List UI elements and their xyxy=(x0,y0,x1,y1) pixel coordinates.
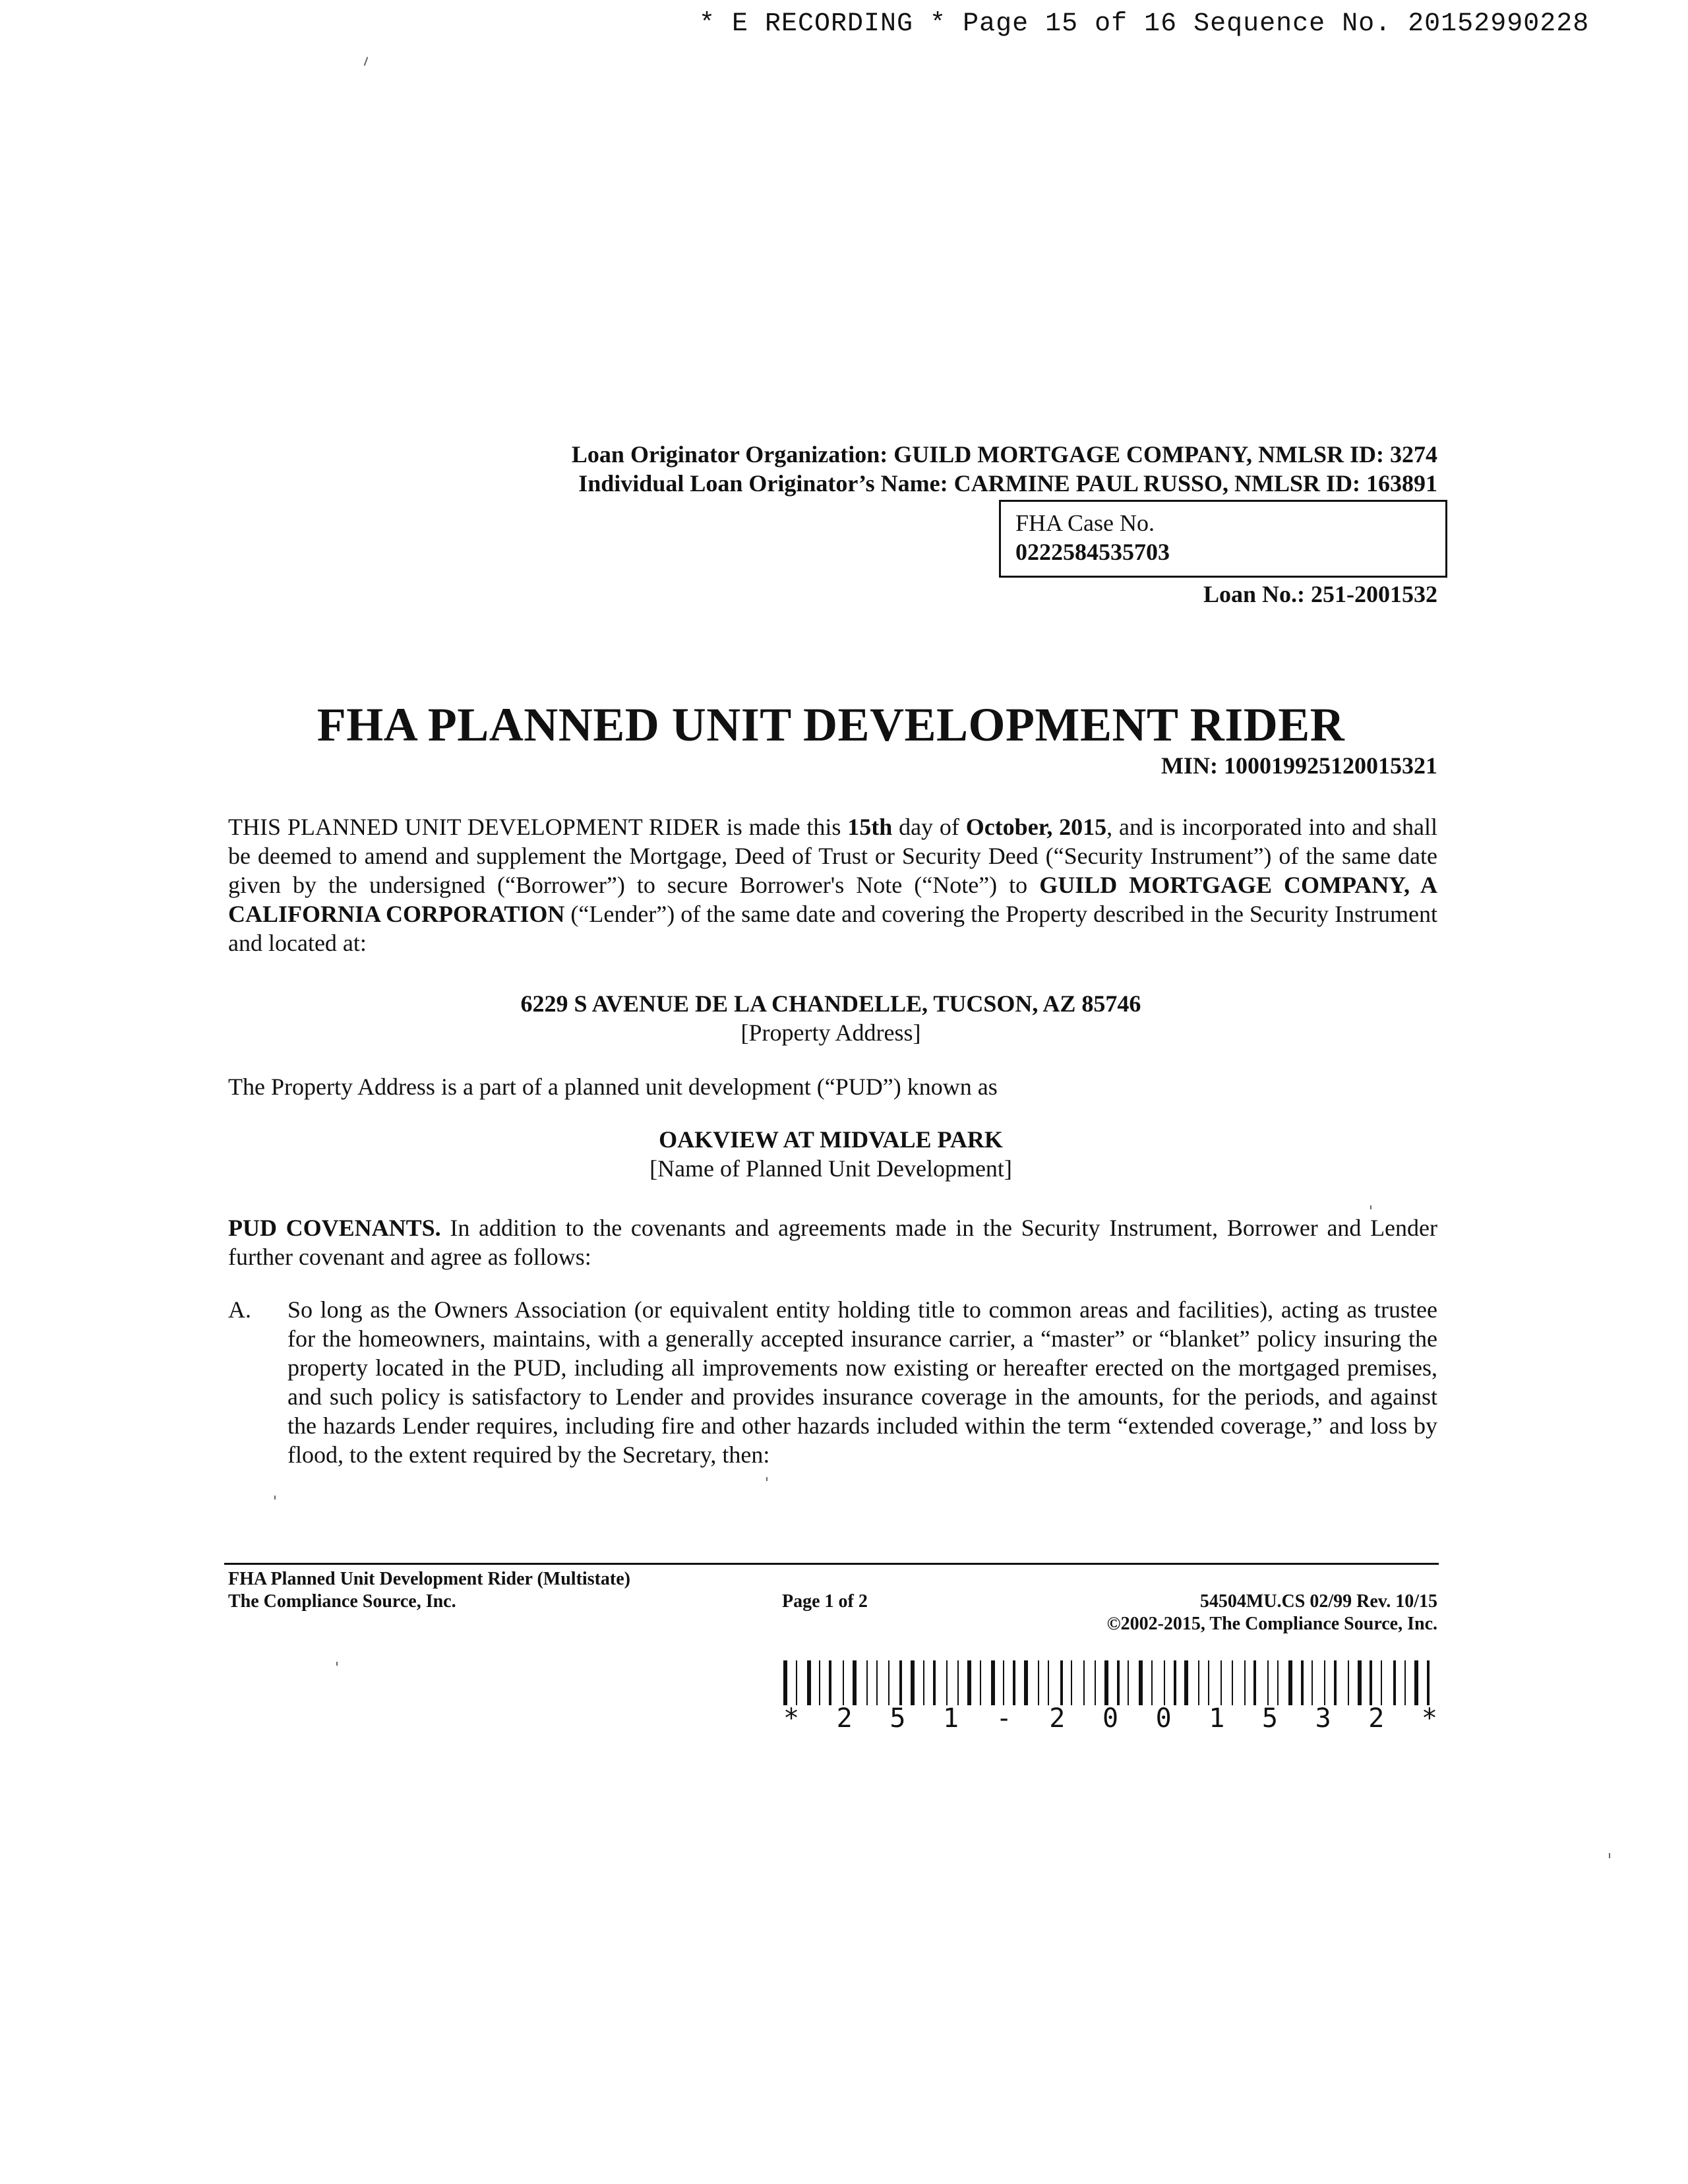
barcode-bar xyxy=(1225,1660,1228,1705)
footer-right xyxy=(1107,1591,1437,1635)
barcode-bar xyxy=(1409,1660,1410,1705)
fha-case-label: FHA Case No. xyxy=(1015,510,1155,536)
barcode-bar xyxy=(1156,1660,1160,1705)
barcode-char: * xyxy=(783,1703,800,1734)
barcode-bar xyxy=(1184,1660,1188,1705)
barcode-bar xyxy=(1340,1660,1344,1705)
barcode-bar xyxy=(1249,1660,1250,1705)
barcode-bar xyxy=(1024,1660,1028,1705)
barcode-bar xyxy=(1112,1660,1113,1705)
barcode-bar xyxy=(1151,1660,1153,1705)
barcode-bar xyxy=(824,1660,826,1705)
barcode-bar xyxy=(1404,1660,1406,1705)
barcode-bar xyxy=(807,1660,811,1705)
barcode-bar xyxy=(957,1660,959,1705)
pud-covenants-heading: PUD COVENANTS. xyxy=(228,1215,441,1241)
loan-originator-org: Loan Originator Organization: GUILD MORTGAGE COMPANY, NMLSR ID: 3274 xyxy=(571,441,1437,468)
item-a-text: So long as the Owners Association (or equivalent entity holding title to common areas and facilities), acting as trustee for the homeowners, maintains, with a generally accepted insurance carrier, a “master” or “blanket” policy insuring the property located in the PUD, including all improvements now existing or hereafter erected on the mortgaged premises, and such policy is satisfactory to Lender and provides insurance coverage in the amounts, for the periods, and against the hazards Lender requires, including fire and other hazards included within the term “extended coverage,” and loss by flood, to the extent required by the Secretary, then: xyxy=(287,1296,1437,1468)
barcode-bar xyxy=(1311,1660,1313,1705)
document-title: FHA PLANNED UNIT DEVELOPMENT RIDER xyxy=(316,698,1345,751)
barcode-char: 2 xyxy=(836,1703,853,1734)
loan-number: Loan No.: 251-2001532 xyxy=(1203,581,1437,607)
scan-speck xyxy=(364,57,369,66)
intro-paragraph xyxy=(228,812,1437,957)
barcode-bar xyxy=(1393,1660,1396,1705)
barcode-bar xyxy=(1019,1660,1021,1705)
rider-month-year: October, 2015 xyxy=(965,814,1107,840)
barcode-bar xyxy=(984,1660,987,1705)
property-address: 6229 S AVENUE DE LA CHANDELLE, TUCSON, AZ 85746 xyxy=(520,990,1141,1017)
pud-sentence: The Property Address is a part of a planned unit development (“PUD”) known as xyxy=(228,1074,998,1100)
footer-form-name: FHA Planned Unit Development Rider (Multistate) xyxy=(228,1569,630,1589)
barcode-bar xyxy=(1164,1660,1165,1705)
pud-covenants-text: In addition to the covenants and agreements made in the Security Instrument, Borrower and Lender further covenant and agree as follows: xyxy=(228,1215,1438,1270)
barcode-bar xyxy=(835,1660,839,1705)
barcode-bar xyxy=(975,1660,976,1705)
barcode-bar xyxy=(1427,1660,1430,1705)
barcode-bar xyxy=(1277,1660,1279,1705)
barcode-bar xyxy=(1358,1660,1362,1705)
barcode-bar xyxy=(998,1660,1000,1705)
barcode-bar xyxy=(871,1660,872,1705)
barcode-bar xyxy=(783,1660,787,1705)
barcode-bar xyxy=(866,1660,868,1705)
footer-company: The Compliance Source, Inc. xyxy=(228,1591,456,1612)
barcode-bar xyxy=(1099,1660,1100,1705)
barcode-char: 0 xyxy=(1155,1703,1172,1734)
barcode-bar xyxy=(1399,1660,1401,1705)
barcode-bar xyxy=(911,1660,915,1705)
barcode-bar xyxy=(1083,1660,1085,1705)
barcode-bar xyxy=(843,1660,844,1705)
barcode-bar xyxy=(1376,1660,1377,1705)
barcode-bar xyxy=(1042,1660,1044,1705)
barcode-bar xyxy=(853,1660,857,1705)
barcode-bar xyxy=(814,1660,816,1705)
barcode-bar xyxy=(1334,1660,1337,1705)
barcode-bar xyxy=(1048,1660,1049,1705)
barcode-bar xyxy=(1414,1660,1418,1705)
barcode-bar xyxy=(1123,1660,1124,1705)
barcode-bar xyxy=(1192,1660,1195,1705)
barcode-bar xyxy=(888,1660,889,1705)
barcode-bar xyxy=(1213,1660,1217,1705)
barcode-bar xyxy=(1324,1660,1325,1705)
barcode-char: 5 xyxy=(889,1703,906,1734)
barcode-bar xyxy=(1117,1660,1120,1705)
barcode-bar xyxy=(1232,1660,1233,1705)
min-number: MIN: 100019925120015321 xyxy=(1161,752,1437,779)
barcode-bar xyxy=(1208,1660,1209,1705)
rider-day: 15th xyxy=(847,814,893,840)
barcode-bar xyxy=(791,1660,792,1705)
footer-page-number: Page 1 of 2 xyxy=(782,1591,868,1612)
footer-form-code: 54504MU.CS 02/99 Rev. 10/15 xyxy=(1199,1591,1437,1612)
barcode-char: 5 xyxy=(1261,1703,1278,1734)
barcode-bar xyxy=(1253,1660,1256,1705)
barcode-bar xyxy=(1052,1660,1056,1705)
barcode-bar xyxy=(906,1660,907,1705)
scan-speck xyxy=(1609,1853,1610,1858)
barcode-bar xyxy=(951,1660,954,1705)
barcode-bar xyxy=(1139,1660,1143,1705)
barcode-char: 3 xyxy=(1315,1703,1331,1734)
barcode-bar xyxy=(1133,1660,1135,1705)
barcode xyxy=(783,1660,1437,1705)
barcode-bar xyxy=(1236,1660,1240,1705)
barcode-bar xyxy=(939,1660,943,1705)
pud-covenants xyxy=(228,1213,1437,1271)
barcode-bar xyxy=(1089,1660,1091,1705)
barcode-bar xyxy=(923,1660,924,1705)
barcode-bar xyxy=(1381,1660,1382,1705)
scan-speck xyxy=(1370,1205,1372,1209)
barcode-bar xyxy=(1003,1660,1004,1705)
intro-text-1: THIS PLANNED UNIT DEVELOPMENT RIDER is made this xyxy=(228,814,848,840)
barcode-bar xyxy=(1174,1660,1176,1705)
barcode-bar xyxy=(1370,1660,1372,1705)
barcode-bar xyxy=(1104,1660,1108,1705)
barcode-bar xyxy=(918,1660,919,1705)
barcode-bar xyxy=(893,1660,896,1705)
barcode-bar xyxy=(829,1660,831,1705)
barcode-bar xyxy=(1180,1660,1181,1705)
barcode-bar xyxy=(1244,1660,1246,1705)
barcode-bar xyxy=(1307,1660,1308,1705)
barcode-bar xyxy=(1267,1660,1269,1705)
barcode-bar xyxy=(1128,1660,1129,1705)
barcode-bar xyxy=(1352,1660,1354,1705)
barcode-bar xyxy=(1317,1660,1321,1705)
barcode-bar xyxy=(1386,1660,1390,1705)
barcode-bar xyxy=(1296,1660,1297,1705)
barcode-bar xyxy=(899,1660,902,1705)
barcode-bar xyxy=(980,1660,981,1705)
barcode-bar xyxy=(1365,1660,1366,1705)
pud-name: OAKVIEW AT MIDVALE PARK xyxy=(659,1126,1003,1153)
barcode-bar xyxy=(1066,1660,1068,1705)
barcode-char: 1 xyxy=(942,1703,959,1734)
fha-case-box xyxy=(999,500,1447,578)
scan-speck xyxy=(274,1496,276,1500)
barcode-bar xyxy=(946,1660,948,1705)
intro-text-4: (“Lender”) of the same date and covering the Property described in the Security Instrument and located at: xyxy=(228,901,1437,956)
barcode-bar xyxy=(1095,1660,1096,1705)
barcode-char: 2 xyxy=(1049,1703,1066,1734)
barcode-bar xyxy=(967,1660,971,1705)
barcode-bar xyxy=(1433,1660,1437,1705)
barcode-bar xyxy=(881,1660,885,1705)
barcode-char: - xyxy=(996,1703,1012,1734)
page-footer xyxy=(228,1568,1437,1641)
barcode-bar xyxy=(860,1660,862,1705)
barcode-bar xyxy=(876,1660,878,1705)
barcode-char: 2 xyxy=(1368,1703,1385,1734)
barcode-bar xyxy=(1329,1660,1331,1705)
scan-speck xyxy=(766,1477,768,1481)
barcode-bar xyxy=(1076,1660,1080,1705)
barcode-bar xyxy=(991,1660,995,1705)
pud-name-block xyxy=(224,1125,1437,1183)
barcode-char: 1 xyxy=(1209,1703,1225,1734)
item-a-letter: A. xyxy=(228,1296,251,1323)
footer-rule xyxy=(224,1563,1439,1565)
property-address-caption: [Property Address] xyxy=(740,1019,921,1046)
barcode-bar xyxy=(796,1660,797,1705)
barcode-char: * xyxy=(1421,1703,1437,1734)
barcode-bar xyxy=(1260,1660,1264,1705)
barcode-bar xyxy=(1038,1660,1039,1705)
pud-name-caption: [Name of Planned Unit Development] xyxy=(649,1155,1012,1182)
barcode-bar xyxy=(1008,1660,1010,1705)
barcode-bar xyxy=(933,1660,936,1705)
barcode-bar xyxy=(847,1660,849,1705)
scan-speck xyxy=(336,1662,338,1666)
intro-text-2: day of xyxy=(892,814,966,840)
barcode-bar xyxy=(928,1660,929,1705)
barcode-text xyxy=(783,1704,1437,1733)
fha-case-number: 0222584535703 xyxy=(1015,539,1170,565)
footer-copyright: ©2002-2015, The Compliance Source, Inc. xyxy=(1106,1614,1437,1634)
barcode-bar xyxy=(1168,1660,1170,1705)
individual-loan-originator: Individual Loan Originator’s Name: CARMINE PAUL RUSSO, NMLSR ID: 163891 xyxy=(578,470,1437,497)
barcode-bar xyxy=(1348,1660,1349,1705)
footer-left xyxy=(228,1568,630,1613)
barcode-bar xyxy=(963,1660,964,1705)
barcode-bar xyxy=(1147,1660,1148,1705)
barcode-bar xyxy=(1273,1660,1274,1705)
barcode-bar xyxy=(1013,1660,1015,1705)
barcode-bar xyxy=(819,1660,820,1705)
covenant-item-a xyxy=(228,1295,1437,1469)
property-address-block xyxy=(224,989,1437,1047)
barcode-bar xyxy=(1301,1660,1304,1705)
barcode-bar xyxy=(1288,1660,1292,1705)
lender-name: GUILD MORTGAGE COMPANY, A CALIFORNIA CORPORATION xyxy=(228,872,1437,927)
barcode-bar xyxy=(1031,1660,1034,1705)
barcode-bar xyxy=(1203,1660,1205,1705)
barcode-bar xyxy=(1198,1660,1199,1705)
barcode-bar xyxy=(1422,1660,1423,1705)
barcode-bar xyxy=(1071,1660,1072,1705)
barcode-bar xyxy=(800,1660,803,1705)
barcode-char: 0 xyxy=(1102,1703,1119,1734)
barcode-bar xyxy=(1282,1660,1284,1705)
recording-header: * E RECORDING * Page 15 of 16 Sequence No. 20152990228 xyxy=(699,9,1590,39)
barcode-bar xyxy=(1060,1660,1063,1705)
intro-text-3: , and is incorporated into and shall be deemed to amend and supplement the Mortgage, Deed of Trust or Security Deed (“Security Instrument”) of the same date given by the undersigned (“Borrower”) to secure Borrower's Note (“Note”) to xyxy=(228,814,1438,898)
barcode-bar xyxy=(1221,1660,1222,1705)
